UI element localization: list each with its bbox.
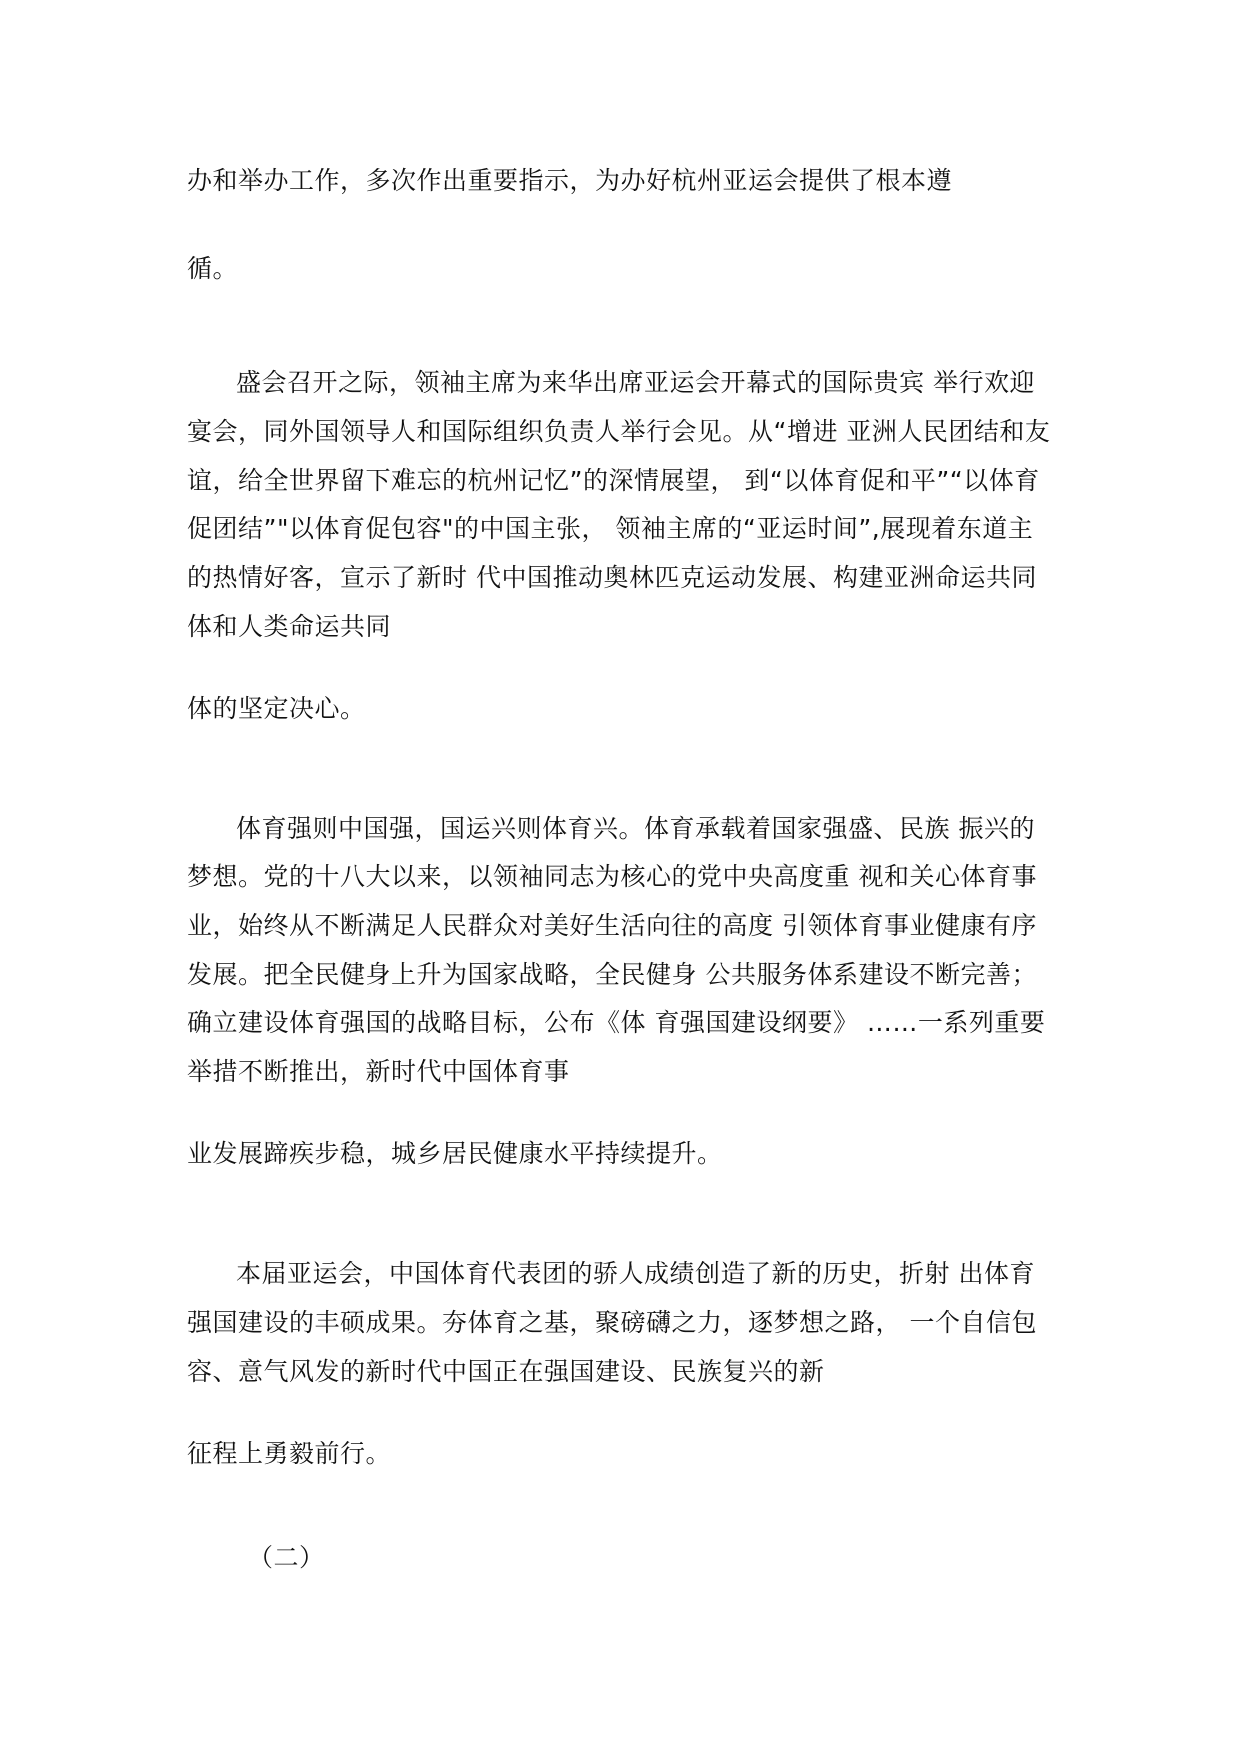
text-line: 循。	[187, 254, 239, 283]
text-line: 体和人类命运共同	[187, 612, 392, 641]
text-line: 体的坚定决心。	[187, 694, 366, 723]
paragraph-first-line: 盛会召开之际，领袖主席为来华出席亚运会开幕式的国际贵宾 举行欢迎	[236, 368, 1035, 397]
text-line: 梦想。党的十八大以来，以领袖同志为核心的党中央高度重 视和关心体育事	[187, 862, 1037, 891]
text-line: 的热情好客，宣示了新时 代中国推动奥林匹克运动发展、构建亚洲命运共同	[187, 563, 1037, 592]
text-line: 业，始终从不断满足人民群众对美好生活向往的高度 引领体育事业健康有序	[187, 911, 1037, 940]
text-line: 强国建设的丰硕成果。夯体育之基，聚磅礴之力，逐梦想之路， 一个自信包	[187, 1308, 1037, 1337]
text-line: 业发展蹄疾步稳，城乡居民健康水平持续提升。	[187, 1139, 723, 1168]
section-heading: （二）	[248, 1543, 325, 1572]
text-line: 举措不断推出，新时代中国体育事	[187, 1057, 570, 1086]
text-line: 发展。把全民健身上升为国家战略，全民健身 公共服务体系建设不断完善；	[187, 960, 1037, 989]
paragraph-first-line: 本届亚运会，中国体育代表团的骄人成绩创造了新的历史，折射 出体育	[236, 1259, 1035, 1288]
text-line: 确立建设体育强国的战略目标，公布《体 育强国建设纲要》 ……一系列重要	[187, 1008, 1046, 1037]
paragraph-first-line: 体育强则中国强，国运兴则体育兴。体育承载着国家强盛、民族 振兴的	[236, 814, 1035, 843]
text-line: 办和举办工作，多次作出重要指示，为办好杭州亚运会提供了根本遵	[187, 166, 953, 195]
text-line: 促团结”"以体育促包容"的中国主张， 领袖主席的“亚运时间”,展现着东道主	[187, 514, 1034, 543]
text-line: 宴会，同外国领导人和国际组织负责人举行会见。从“增进 亚洲人民团结和友	[187, 417, 1051, 446]
text-line: 容、意气风发的新时代中国正在强国建设、民族复兴的新	[187, 1357, 825, 1386]
text-line: 征程上勇毅前行。	[187, 1439, 392, 1468]
text-line: 谊，给全世界留下难忘的杭州记忆”的深情展望， 到“以体育促和平”“以体育	[187, 466, 1040, 495]
